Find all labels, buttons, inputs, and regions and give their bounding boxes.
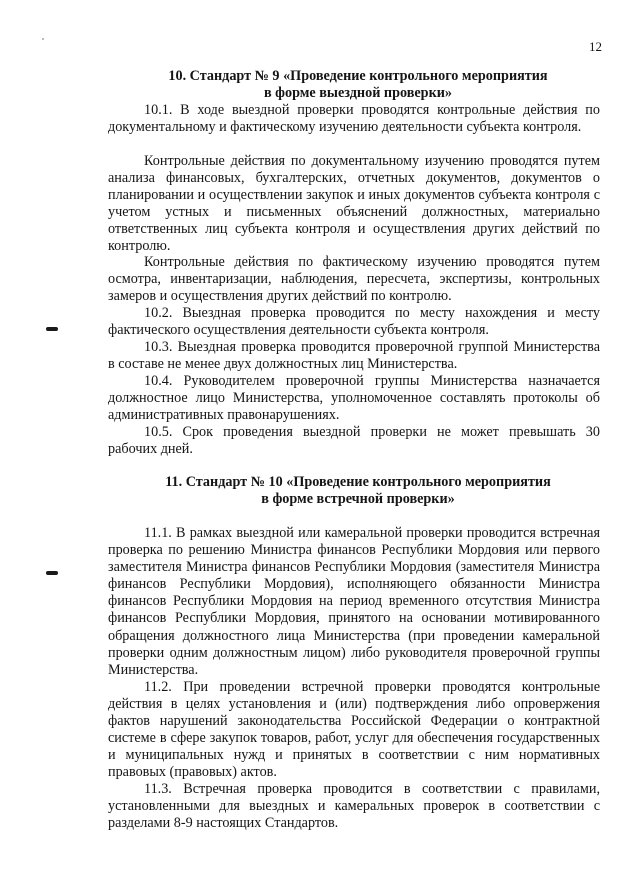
punch-hole-mark [46, 571, 58, 575]
heading-line: в форме встречной проверки» [261, 491, 455, 507]
heading-line: в форме выездной проверки» [263, 85, 453, 101]
scan-speck [42, 38, 44, 40]
paragraph-10-5: 10.5. Срок проведения выездной проверки не может превышать 30 рабочих дней. [108, 424, 600, 458]
paragraph-11-2: 11.2. При проведении встречной проверки проводятся контрольные действия в целях установления и (или) подтверждения либо опровержения фактов нарушений законодательства Российской Федерации о контрактной системе в сфере закупок товаров, работ, услуг для обеспечения государственных и муниципальных нужд и принятых в соответствии с ним нормативных правовых (правовых) актов. [108, 679, 600, 781]
page-number: 12 [589, 39, 602, 54]
paragraph-11-3: 11.3. Встречная проверка проводится в соответствии с правилами, установленными для выездных и камеральных проверок в соответствии с разделами 8-9 настоящих Стандартов. [108, 781, 600, 832]
paragraph-10-2: 10.2. Выездная проверка проводится по месту нахождения и месту фактического осуществления деятельности субъекта контроля. [108, 305, 600, 339]
punch-hole-mark [46, 327, 58, 331]
paragraph-11-1: 11.1. В рамках выездной или камеральной проверки проводится встречная проверка по решению Министра финансов Республики Мордовия или первого заместителя Министра финансов Республики Мордовия (заместителя Министра финансов Республики Мордовия), исполняющего обязанности Министра финансов Республики Мордовия на период временного отсутствия Министра финансов Республики Мордовия, принятого на основании мотивированного обращения должностного лица Министерства (при проведении камеральной проверки одним должностным лицом) либо руководителя проверочной группы Министерства. [108, 525, 600, 678]
section-10-heading [108, 68, 608, 102]
heading-line: 11. Стандарт № 10 «Проведение контрольного мероприятия [165, 474, 551, 490]
paragraph-10-1: 10.1. В ходе выездной проверки проводятся контрольные действия по документальному и фактическому изучению деятельности субъекта контроля. [108, 102, 600, 136]
paragraph-document-study: Контрольные действия по документальному изучению проводятся путем анализа финансовых, бухгалтерских, отчетных документов, документов о планировании и осуществлении закупок и иных документов субъекта контроля с учетом устных и письменных объяснений должностных, материально ответственных лиц субъекта контроля и осуществления других действий по контролю. [108, 153, 600, 255]
paragraph-10-4: 10.4. Руководителем проверочной группы Министерства назначается должностное лицо Министерства, уполномоченное составлять протоколы об административных правонарушениях. [108, 373, 600, 424]
paragraph-fact-study: Контрольные действия по фактическому изучению проводятся путем осмотра, инвентаризации, наблюдения, пересчета, экспертизы, контрольных замеров и осуществления других действий по контролю. [108, 254, 600, 305]
section-11-heading [108, 474, 608, 508]
heading-line: 10. Стандарт № 9 «Проведение контрольного мероприятия [168, 68, 548, 84]
paragraph-10-3: 10.3. Выездная проверка проводится проверочной группой Министерства в составе не менее двух должностных лиц Министерства. [108, 339, 600, 373]
